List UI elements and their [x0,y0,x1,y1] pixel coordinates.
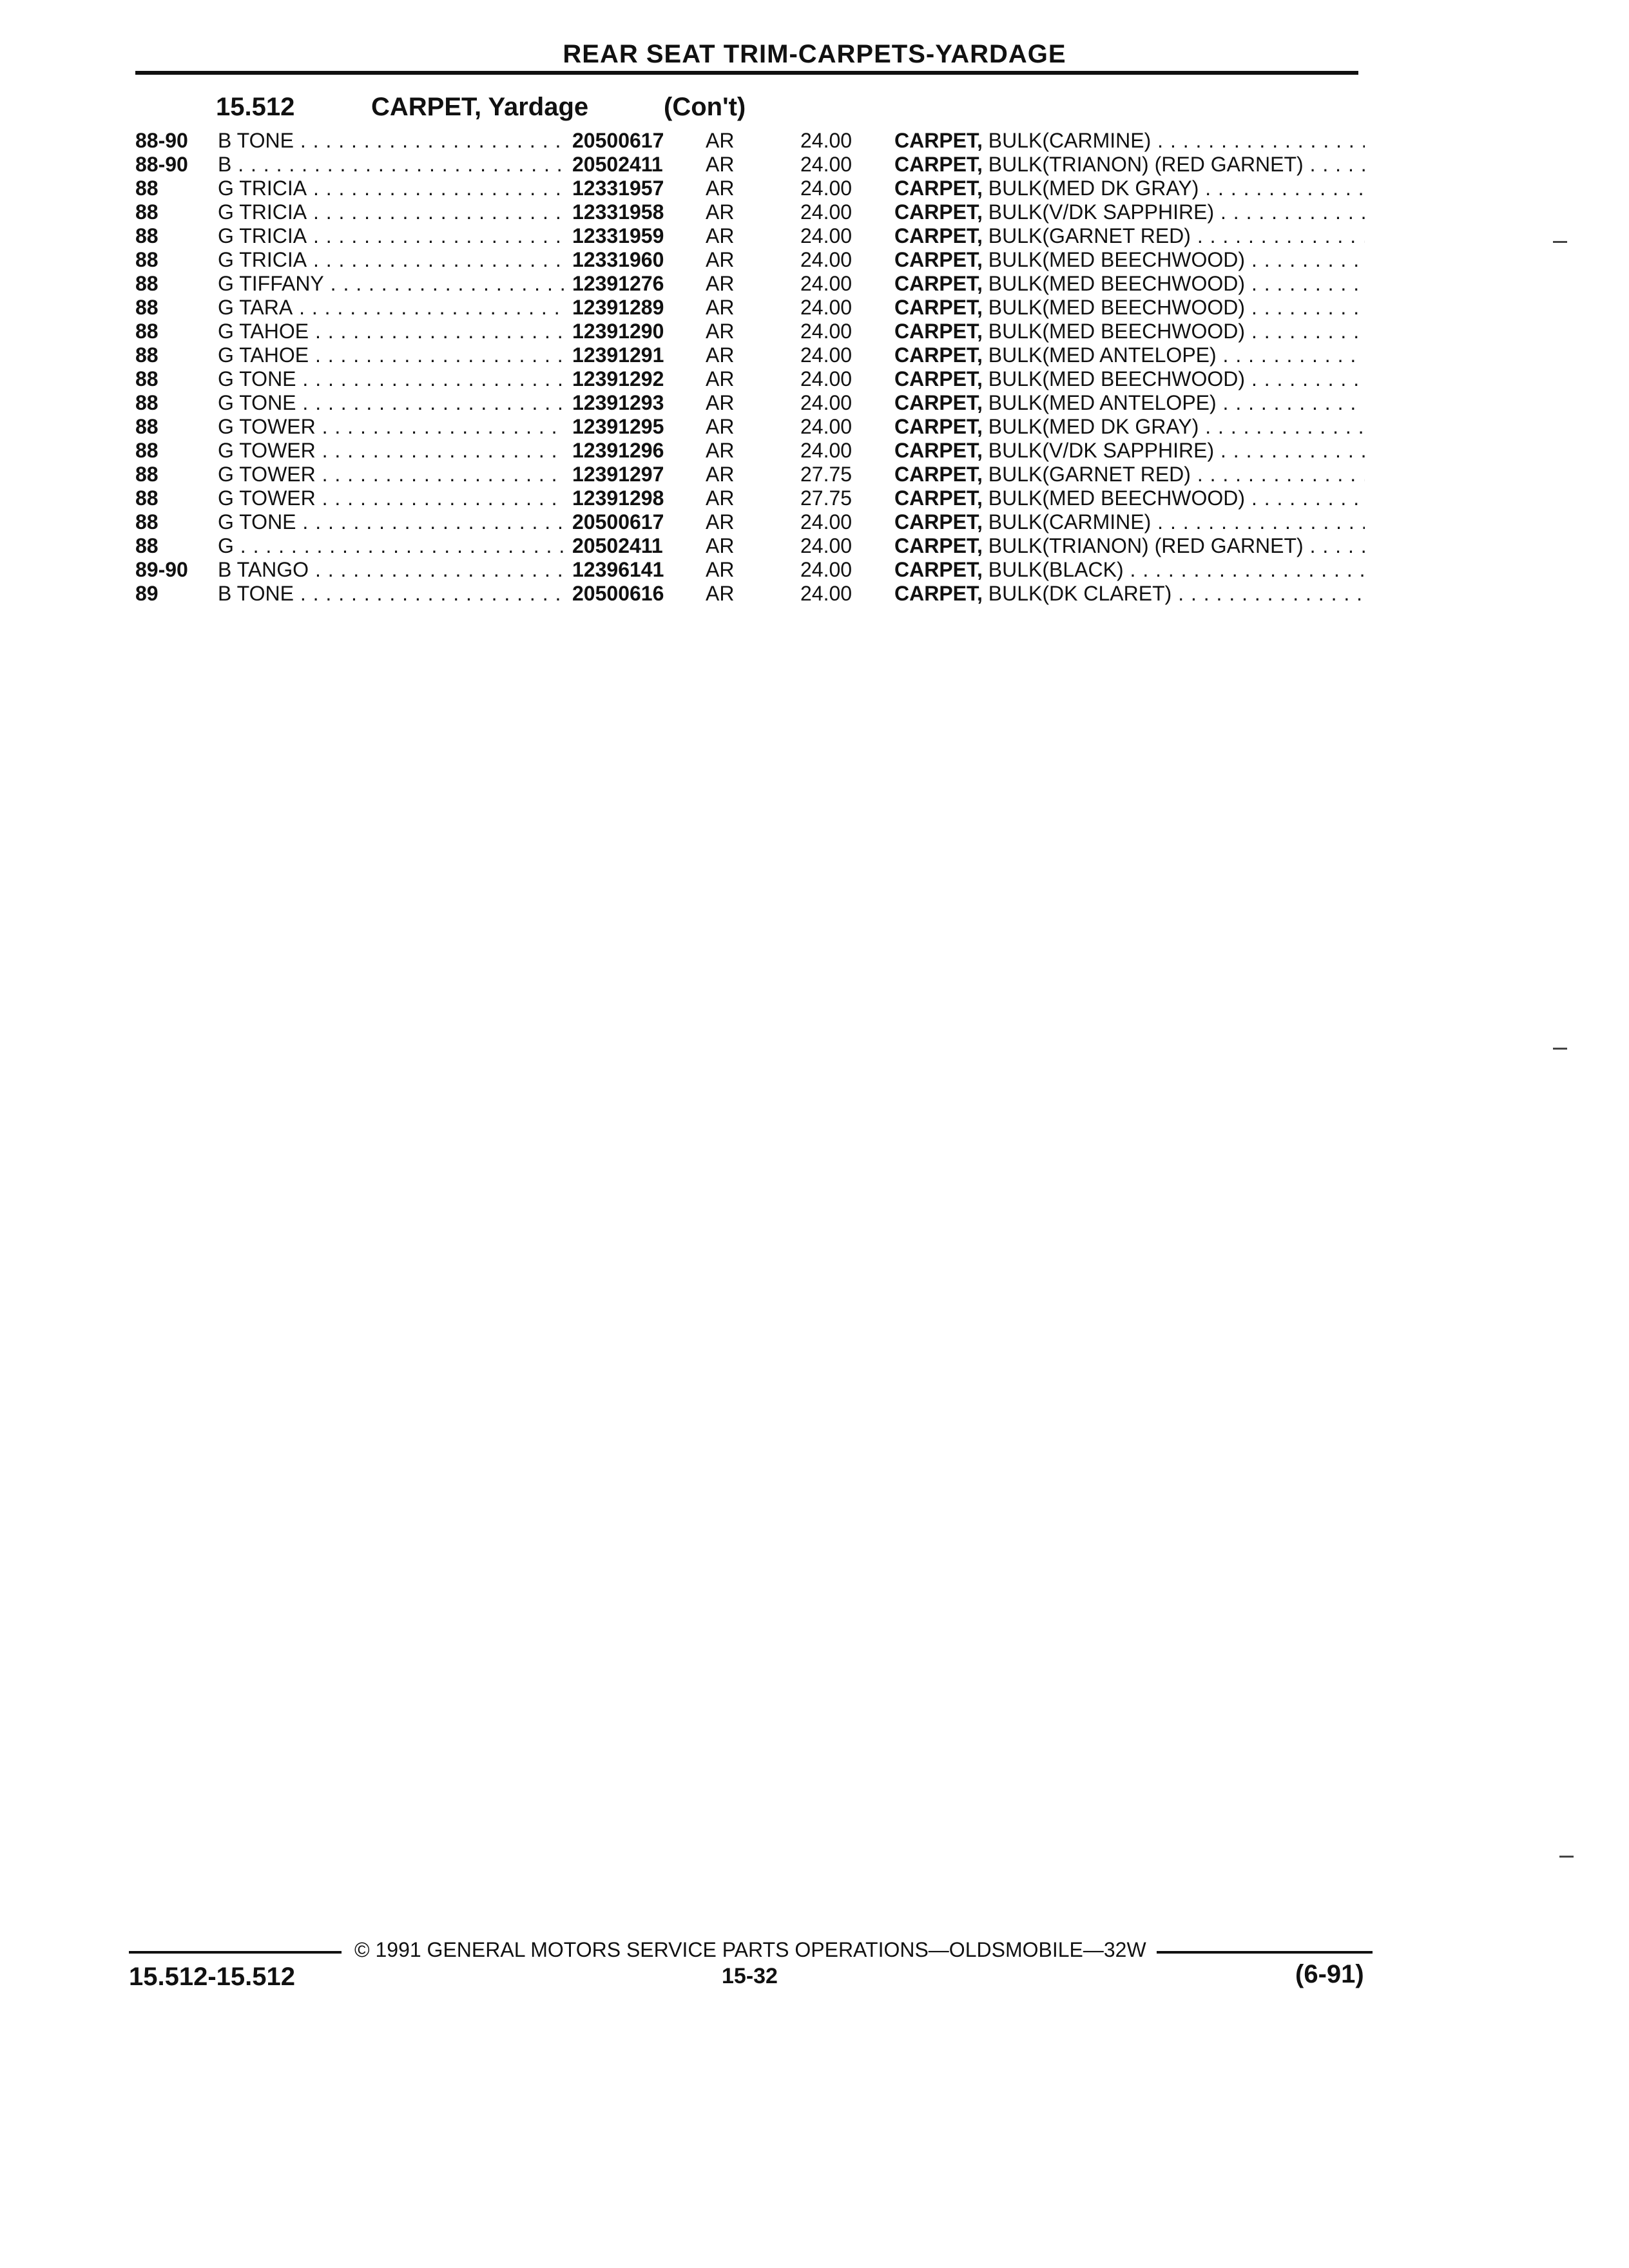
part-number-cell: 20502411 [572,534,663,557]
year-cell: 88 [135,463,159,486]
footer-section-range: 15.512-15.512 [129,1963,296,1991]
part-name-main: CARPET, [894,296,983,319]
part-name-main: CARPET, [894,153,983,176]
quantity-cell: AR [706,367,735,390]
part-name-rest: BULK(GARNET RED) [982,224,1191,247]
part-name-cell [894,391,1365,415]
year-cell: 88 [135,510,159,533]
price-cell: 24.00 [800,582,853,605]
part-name-rest: BULK(CARMINE) [982,129,1152,152]
price-cell: 24.00 [800,391,853,414]
year-cell: 88 [135,391,159,414]
part-name-cell [894,177,1365,200]
price-cell: 27.75 [800,463,853,486]
margin-tick-mark [1553,241,1567,243]
description-cell: G TOWER . . . [218,415,566,439]
price-cell: 24.00 [800,177,853,200]
year-cell: 88 [135,486,159,510]
quantity-cell: AR [706,248,735,271]
table-row [0,248,1629,272]
part-name-rest: BULK(MED BEECHWOOD) [982,486,1246,510]
table-row [0,439,1629,463]
part-name-main: CARPET, [894,439,983,462]
title-rule [135,71,1358,75]
margin-tick-mark [1559,1856,1574,1858]
part-name-cell [894,129,1365,153]
price-cell: 24.00 [800,296,853,319]
year-cell: 88 [135,248,159,271]
part-number-cell: 12391293 [572,391,664,414]
price-cell: 24.00 [800,439,853,462]
description-cell: G TRICIA . . . [218,200,566,224]
section-name: CARPET, Yardage [371,93,589,121]
part-name-rest: BULK(MED DK GRAY) [982,177,1199,200]
quantity-cell: AR [706,343,735,367]
part-number-cell: 12331960 [572,248,664,271]
part-name-rest: BULK(MED BEECHWOOD) [982,248,1246,271]
description-cell: G TRICIA . . . [218,177,566,200]
copyright-line: © 1991 GENERAL MOTORS SERVICE PARTS OPERATIONS—OLDSMOBILE—32W [354,1938,1146,1961]
quantity-cell: AR [706,153,735,176]
table-row [0,486,1629,510]
part-number-cell: 20502411 [572,153,663,176]
price-cell: 27.75 [800,486,853,510]
part-name-cell [894,320,1365,343]
part-name-main: CARPET, [894,224,983,247]
part-name-rest: BULK(TRIANON) (RED GARNET) [982,534,1304,557]
part-name-cell [894,153,1365,177]
year-cell: 88 [135,343,159,367]
quantity-cell: AR [706,534,735,557]
part-name-rest: BULK(MED BEECHWOOD) [982,296,1246,319]
description-cell: G TAHOE . . . [218,320,566,343]
margin-tick-mark [1553,1048,1567,1050]
table-row [0,177,1629,200]
part-name-cell [894,343,1365,367]
part-name-main: CARPET, [894,200,983,224]
page-title: REAR SEAT TRIM-CARPETS-YARDAGE [563,40,1066,68]
part-number-cell: 12391289 [572,296,664,319]
part-number-cell: 12391292 [572,367,664,390]
quantity-cell: AR [706,510,735,533]
description-cell: G TOWER . . . [218,486,566,510]
part-name-cell [894,534,1365,558]
footer-rule-right [1157,1951,1373,1954]
part-number-cell: 20500616 [572,582,664,605]
part-name-cell [894,486,1365,510]
part-name-cell [894,439,1365,463]
quantity-cell: AR [706,582,735,605]
price-cell: 24.00 [800,248,853,271]
part-number-cell: 20500617 [572,129,664,152]
part-name-main: CARPET, [894,177,983,200]
year-cell: 88 [135,200,159,224]
quantity-cell: AR [706,391,735,414]
table-row [0,200,1629,224]
part-name-cell [894,248,1365,272]
price-cell: 24.00 [800,129,853,152]
description-cell: B TONE . . . [218,129,566,153]
table-row [0,367,1629,391]
year-cell: 88 [135,320,159,343]
part-name-main: CARPET, [894,582,983,605]
part-name-main: CARPET, [894,343,983,367]
table-row [0,558,1629,582]
part-name-rest: BULK(GARNET RED) [982,463,1191,486]
part-name-rest: BULK(MED BEECHWOOD) [982,272,1246,295]
part-name-cell [894,463,1365,486]
part-number-cell: 12331959 [572,224,664,247]
part-name-rest: BULK(MED BEECHWOOD) [982,367,1246,390]
table-row [0,272,1629,296]
description-cell: G TARA . . . [218,296,566,320]
table-row [0,320,1629,343]
section-number: 15.512 [216,93,295,121]
part-name-cell [894,510,1365,534]
table-row [0,391,1629,415]
part-name-rest: BULK(MED BEECHWOOD) [982,320,1246,343]
price-cell: 24.00 [800,510,853,533]
part-name-cell [894,272,1365,296]
part-number-cell: 12391296 [572,439,664,462]
table-row [0,296,1629,320]
part-name-main: CARPET, [894,463,983,486]
part-name-main: CARPET, [894,272,983,295]
price-cell: 24.00 [800,272,853,295]
year-cell: 88 [135,177,159,200]
part-number-cell: 12331958 [572,200,664,224]
part-name-main: CARPET, [894,534,983,557]
part-name-cell [894,415,1365,439]
year-cell: 88 [135,224,159,247]
part-name-rest: BULK(DK CLARET) [982,582,1172,605]
quantity-cell: AR [706,129,735,152]
price-cell: 24.00 [800,224,853,247]
table-row [0,534,1629,558]
part-number-cell: 12391290 [572,320,664,343]
part-name-main: CARPET, [894,248,983,271]
year-cell: 89 [135,582,159,605]
section-continued: (Con't) [664,93,746,121]
part-name-cell [894,296,1365,320]
part-number-cell: 12396141 [572,558,664,581]
part-name-cell [894,200,1365,224]
quantity-cell: AR [706,415,735,438]
quantity-cell: AR [706,558,735,581]
part-name-main: CARPET, [894,415,983,438]
table-row [0,343,1629,367]
year-cell: 88-90 [135,129,188,152]
part-number-cell: 12391298 [572,486,664,510]
price-cell: 24.00 [800,534,853,557]
year-cell: 89-90 [135,558,188,581]
part-number-cell: 12391276 [572,272,664,295]
year-cell: 88 [135,367,159,390]
year-cell: 88 [135,415,159,438]
part-name-cell [894,582,1365,606]
table-row [0,153,1629,177]
year-cell: 88 [135,296,159,319]
quantity-cell: AR [706,486,735,510]
quantity-cell: AR [706,224,735,247]
part-name-main: CARPET, [894,391,983,414]
description-cell: B TANGO . . . [218,558,566,582]
price-cell: 24.00 [800,367,853,390]
part-name-rest: BULK(CARMINE) [982,510,1152,533]
price-cell: 24.00 [800,415,853,438]
description-cell: G TONE . . . [218,510,566,534]
description-cell: G TONE . . . [218,391,566,415]
part-name-main: CARPET, [894,510,983,533]
price-cell: 24.00 [800,343,853,367]
price-cell: 24.00 [800,320,853,343]
quantity-cell: AR [706,463,735,486]
description-cell: G TONE . . . [218,367,566,391]
part-name-rest: BULK(BLACK) [982,558,1124,581]
year-cell: 88 [135,272,159,295]
part-name-rest: BULK(V/DK SAPPHIRE) [982,439,1215,462]
description-cell: G TRICIA . . . [218,248,566,272]
part-name-rest: BULK(MED ANTELOPE) [982,391,1217,414]
part-number-cell: 12391291 [572,343,664,367]
year-cell: 88 [135,439,159,462]
price-cell: 24.00 [800,200,853,224]
table-row [0,582,1629,606]
table-row [0,463,1629,486]
part-number-cell: 12331957 [572,177,664,200]
part-name-main: CARPET, [894,558,983,581]
quantity-cell: AR [706,272,735,295]
part-name-main: CARPET, [894,129,983,152]
footer-page-number: 15-32 [722,1964,778,1988]
part-name-cell [894,558,1365,582]
description-cell: G TAHOE . . . [218,343,566,367]
quantity-cell: AR [706,439,735,462]
table-row [0,224,1629,248]
description-cell: B TONE . . . [218,582,566,606]
part-number-cell: 12391295 [572,415,664,438]
parts-table [0,129,1629,606]
price-cell: 24.00 [800,558,853,581]
description-cell: B . . . [218,153,566,177]
table-row [0,129,1629,153]
description-cell: G TRICIA . . . [218,224,566,248]
description-cell: G TIFFANY . . . [218,272,566,296]
quantity-cell: AR [706,320,735,343]
part-name-main: CARPET, [894,320,983,343]
part-name-rest: BULK(V/DK SAPPHIRE) [982,200,1215,224]
quantity-cell: AR [706,296,735,319]
part-name-cell [894,224,1365,248]
year-cell: 88 [135,534,159,557]
year-cell: 88-90 [135,153,188,176]
description-cell: G TOWER . . . [218,439,566,463]
description-cell: G . . . [218,534,566,558]
description-cell: G TOWER . . . [218,463,566,486]
part-number-cell: 20500617 [572,510,664,533]
table-row [0,415,1629,439]
quantity-cell: AR [706,200,735,224]
footer-rule-left [129,1951,342,1954]
part-number-cell: 12391297 [572,463,664,486]
part-name-main: CARPET, [894,486,983,510]
part-name-rest: BULK(MED ANTELOPE) [982,343,1217,367]
price-cell: 24.00 [800,153,853,176]
part-name-rest: BULK(MED DK GRAY) [982,415,1199,438]
part-name-main: CARPET, [894,367,983,390]
quantity-cell: AR [706,177,735,200]
table-row [0,510,1629,534]
footer-date: (6-91) [1295,1960,1364,1988]
part-name-rest: BULK(TRIANON) (RED GARNET) [982,153,1304,176]
part-name-cell [894,367,1365,391]
